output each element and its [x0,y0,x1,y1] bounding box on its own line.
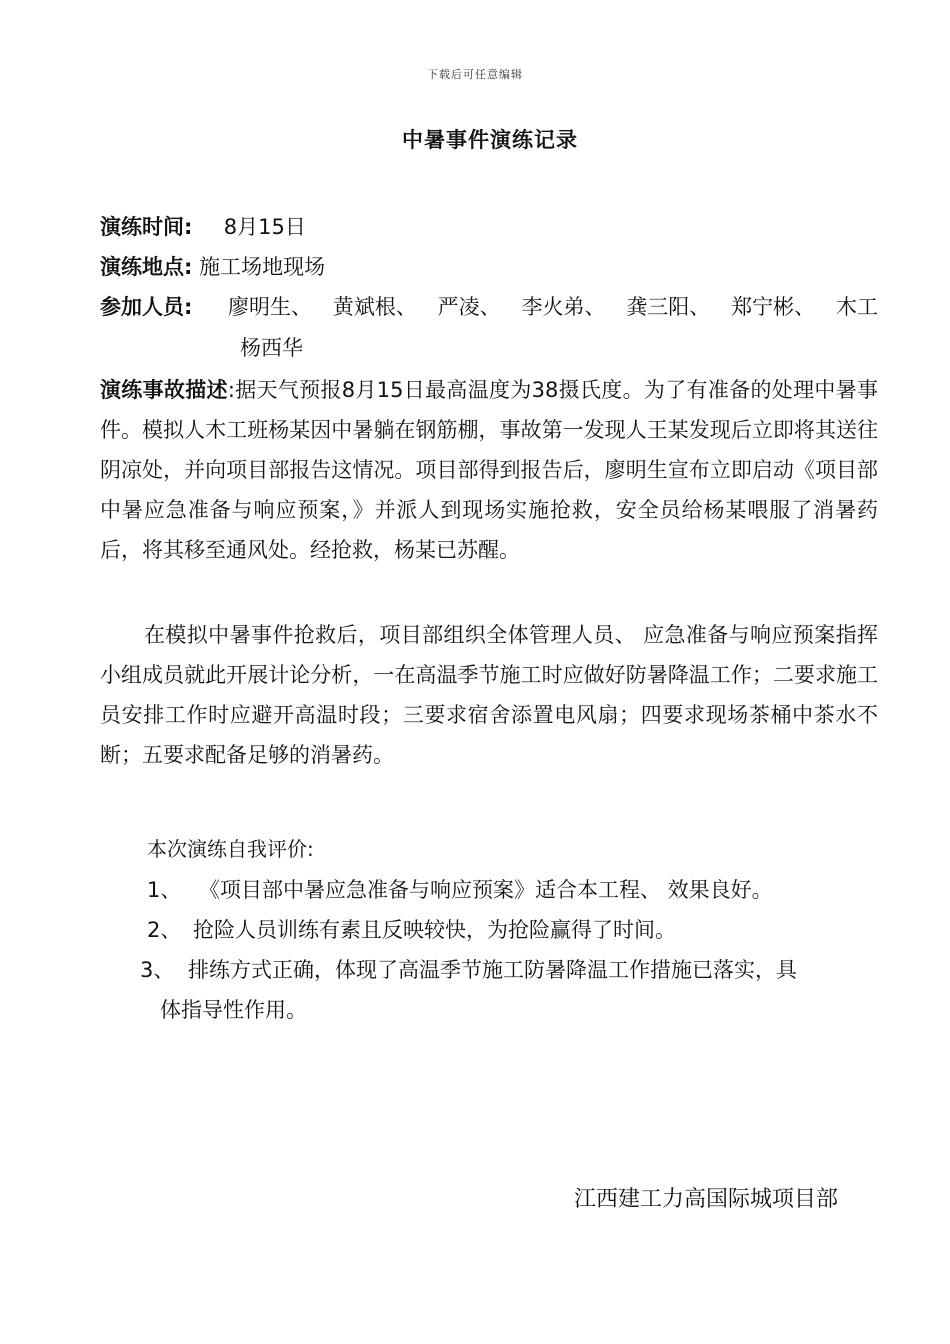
evaluation-item [140,950,878,990]
organization-signature: 江西建工力高国际城项目部 [573,1187,838,1212]
participant-name: 郑宁彬、 [731,295,816,319]
participant-name: 木工 [835,295,878,319]
participant-name: 廖明生、 [228,295,312,319]
incident-description [100,370,878,570]
participants-row-continued: 杨西华 [240,336,303,360]
evaluation-item-text: 排练方式正确，体现了高温季节施工防暑降温工作措施已落实，具 [188,958,797,982]
evaluation-item-continued: 体指导性作用。 [160,998,307,1022]
participants-label: 参加人员: [100,295,193,319]
drill-place-label: 演练地点: [100,255,193,279]
evaluation-item-number: 2、 [147,918,182,942]
evaluation-item [147,910,676,950]
analysis-paragraph: 在模拟中暑事件抢救后，项目部组织全体管理人员、 应急准备与响应预案指挥小组成员就此开展计论分析，一在高温季节施工时应做好防暑降温工作；二要求施工员安排工作时应避开高温时段；三要求宿舍添置电风扇；四要求现场茶桶中茶水不断；五要求配备足够的消暑药。 [100,623,878,767]
evaluation-item-number: 3、 [140,958,175,982]
evaluation-item-text: 抢险人员训练有素且反映较快，为抢险赢得了时间。 [193,918,676,942]
participant-name: 李火弟、 [521,295,606,319]
participant-name: 严凌、 [437,295,501,319]
participant-name: 黄斌根、 [332,295,417,319]
evaluation-item-number: 1、 [147,878,182,902]
evaluation-item [147,870,773,910]
drill-place-value: 施工场地现场 [199,255,326,279]
participant-list [228,292,878,322]
participants-row [100,292,878,322]
document-title: 中暑事件演练记录 [402,128,578,152]
participant-name: 龚三阳、 [626,295,711,319]
evaluation-item-text: 《项目部中暑应急准备与响应预案》适合本工程、 效果良好。 [199,878,773,902]
header-note: 下载后可任意编辑 [427,68,523,81]
drill-time-label: 演练时间: [100,215,193,239]
incident-description-text: :据天气预报8月15日最高温度为38摄氏度。为了有准备的处理中暑事件。模拟人木工班杨某因中暑躺在钢筋棚，事故第一发现人王某发现后立即将其送往阴凉处，并向项目部报告这情况。项目部得到报告后，廖明生宣布立即启动《项目部中暑应急准备与响应预案，》并派人到现场实施抢救，安全员给杨某喂服了消暑药后，将其移至通风处。经抢救，杨某已苏醒。 [100,378,878,562]
drill-time-row [100,212,306,242]
evaluation-heading: 本次演练自我评价: [147,837,314,861]
drill-time-value: 8月15日 [223,215,306,239]
drill-place-row [100,252,325,282]
incident-description-label: 演练事故描述 [100,378,228,402]
